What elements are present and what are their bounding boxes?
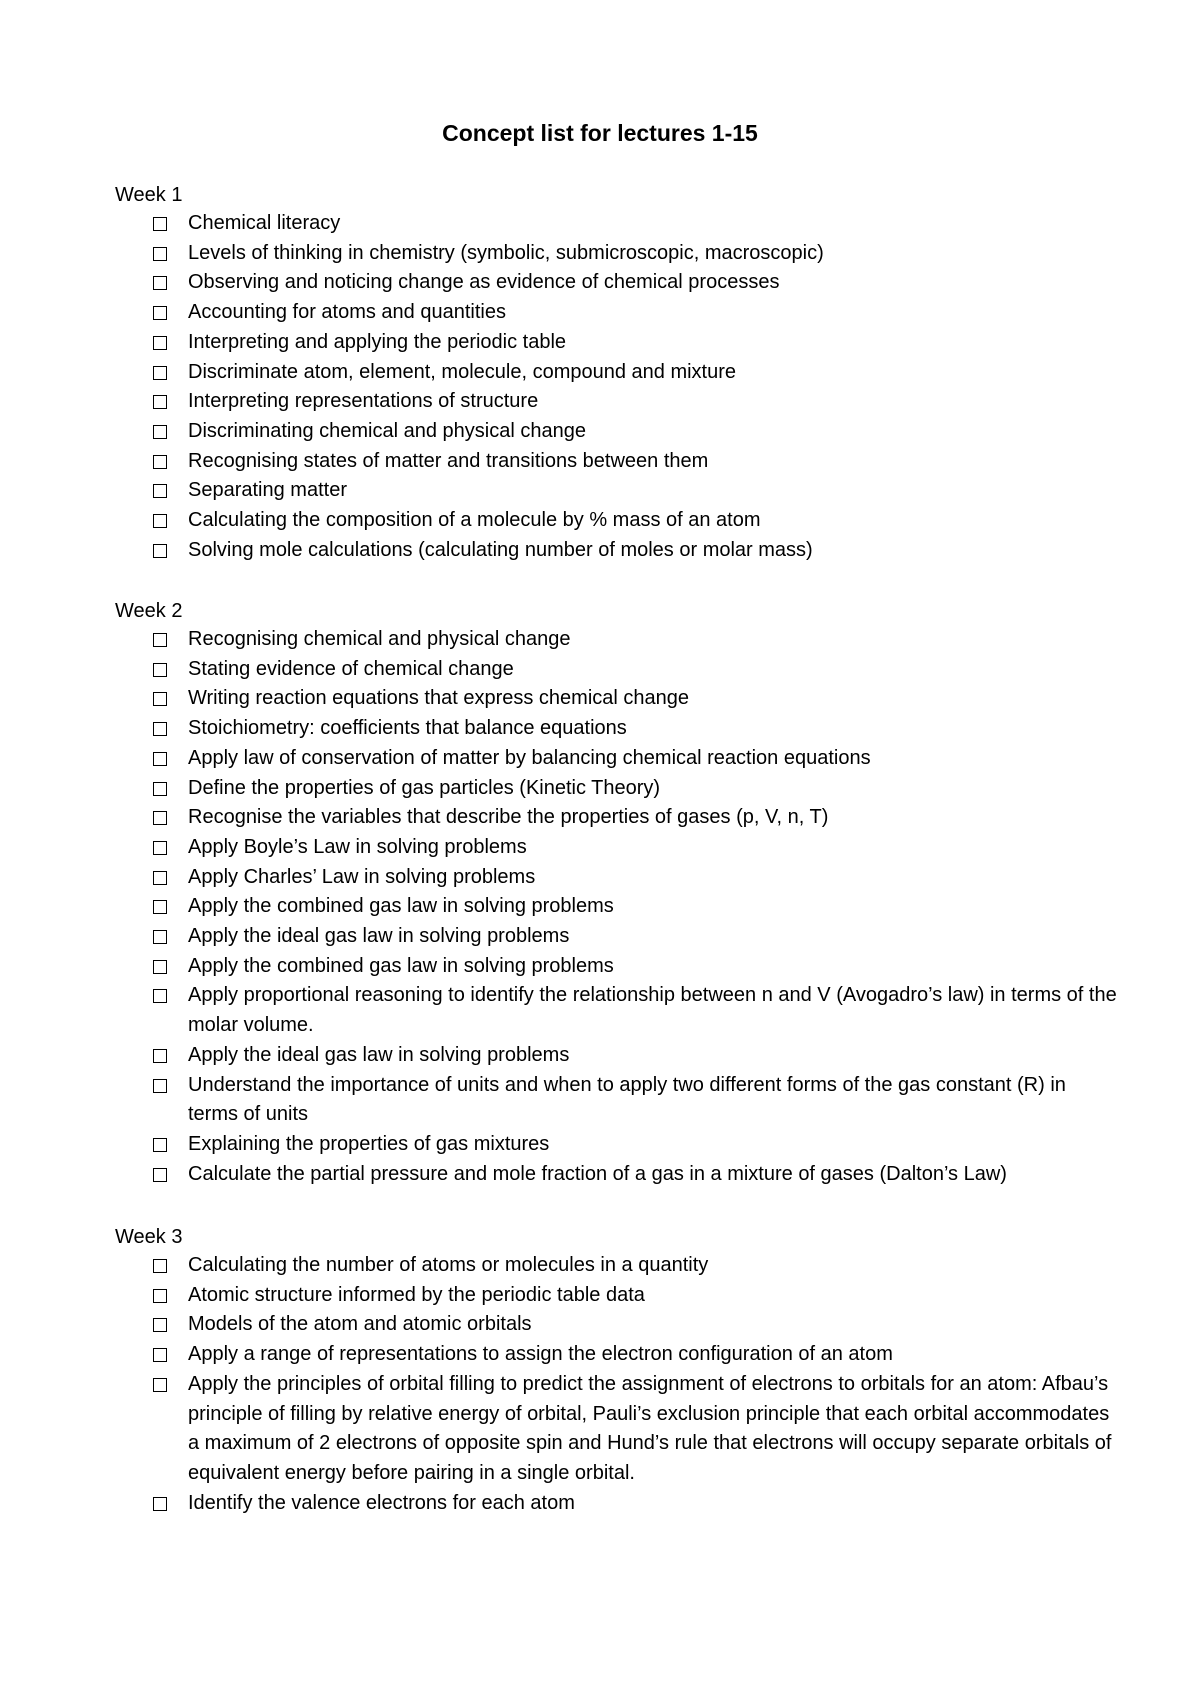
concept-item [115,1340,1115,1370]
concept-item [115,1281,1115,1311]
concept-item-text: Accounting for atoms and quantities [188,301,506,324]
concept-item [115,476,1115,506]
week-heading: Week 2 [115,600,183,622]
concept-list [115,625,1115,1189]
concept-item-text: Stoichiometry: coefficients that balance equations [188,717,627,740]
week-heading: Week 1 [115,184,183,206]
concept-item [115,1370,1115,1489]
concept-item-text: Stating evidence of chemical change [188,657,514,680]
week-heading: Week 3 [115,1226,183,1248]
checkbox-icon[interactable] [153,900,167,914]
concept-item [115,714,1115,744]
concept-item-text: Calculate the partial pressure and mole fraction of a gas in a mixture of gases (Dalton’s Law) [188,1162,1007,1185]
concept-item-text: Atomic structure informed by the periodic table data [188,1283,645,1306]
checkbox-icon[interactable] [153,514,167,528]
checkbox-icon[interactable] [153,1259,167,1273]
concept-item-text: Apply the combined gas law in solving problems [188,895,614,918]
concept-item-text: Apply law of conservation of matter by balancing chemical reaction equations [188,746,871,769]
concept-item-text: Separating matter [188,479,347,502]
concept-item [115,1251,1115,1281]
checkbox-icon[interactable] [153,1168,167,1182]
concept-item [115,447,1115,477]
concept-item [115,625,1115,655]
concept-item [115,1130,1115,1160]
concept-item-text: Understand the importance of units and when to apply two different forms of the gas constant (R) in terms of units [188,1073,1066,1126]
concept-item [115,684,1115,714]
page-title: Concept list for lectures 1-15 [442,120,758,146]
concept-item-text: Apply the ideal gas law in solving problems [188,925,570,948]
checkbox-icon[interactable] [153,1348,167,1362]
concept-item-text: Identify the valence electrons for each atom [188,1491,575,1514]
concept-item [115,981,1115,1040]
concept-item-text: Apply the ideal gas law in solving problems [188,1043,570,1066]
checkbox-icon[interactable] [153,989,167,1003]
checkbox-icon[interactable] [153,217,167,231]
checkbox-icon[interactable] [153,811,167,825]
concept-item [115,1041,1115,1071]
concept-item-text: Calculating the composition of a molecule by % mass of an atom [188,509,761,532]
checkbox-icon[interactable] [153,276,167,290]
checkbox-icon[interactable] [153,425,167,439]
checkbox-icon[interactable] [153,484,167,498]
checkbox-icon[interactable] [153,1079,167,1093]
concept-item [115,239,1115,269]
concept-item [115,803,1115,833]
checkbox-icon[interactable] [153,247,167,261]
concept-item [115,744,1115,774]
concept-item-text: Interpreting and applying the periodic table [188,330,567,353]
concept-item-text: Writing reaction equations that express chemical change [188,687,690,710]
checkbox-icon[interactable] [153,1049,167,1063]
checkbox-icon[interactable] [153,1497,167,1511]
concept-item-text: Recognising states of matter and transitions between them [188,449,709,472]
concept-item [115,506,1115,536]
concept-item [115,268,1115,298]
checkbox-icon[interactable] [153,752,167,766]
concept-item-text: Apply Charles’ Law in solving problems [188,865,536,888]
week-3-section [115,1223,1115,1518]
concept-item [115,1489,1115,1519]
checkbox-icon[interactable] [153,455,167,469]
concept-item [115,833,1115,863]
concept-item [115,863,1115,893]
checkbox-icon[interactable] [153,871,167,885]
concept-item [115,892,1115,922]
concept-item-text: Define the properties of gas particles (Kinetic Theory) [188,776,661,799]
concept-item-text: Interpreting representations of structure [188,390,539,413]
checkbox-icon[interactable] [153,544,167,558]
concept-item [115,922,1115,952]
concept-item [115,952,1115,982]
concept-item [115,1310,1115,1340]
checkbox-icon[interactable] [153,1318,167,1332]
concept-item-text: Apply a range of representations to assign the electron configuration of an atom [188,1343,893,1366]
concept-item [115,1071,1115,1130]
concept-item-text: Models of the atom and atomic orbitals [188,1313,532,1336]
concept-item [115,655,1115,685]
concept-item-text: Levels of thinking in chemistry (symbolic, submicroscopic, macroscopic) [188,241,824,264]
concept-item-text: Discriminate atom, element, molecule, compound and mixture [188,360,737,383]
checkbox-icon[interactable] [153,633,167,647]
checkbox-icon[interactable] [153,782,167,796]
checkbox-icon[interactable] [153,366,167,380]
checkbox-icon[interactable] [153,930,167,944]
concept-item-text: Chemical literacy [188,212,341,234]
concept-item-text: Recognise the variables that describe the properties of gases (p, V, n, T) [188,806,829,829]
checkbox-icon[interactable] [153,841,167,855]
concept-item [115,387,1115,417]
concept-item-text: Observing and noticing change as evidence of chemical processes [188,271,780,294]
week-2-section [115,597,1115,1189]
concept-item [115,328,1115,358]
concept-item-text: Discriminating chemical and physical change [188,419,586,442]
concept-item [115,209,1115,239]
checkbox-icon[interactable] [153,336,167,350]
checkbox-icon[interactable] [153,1138,167,1152]
checkbox-icon[interactable] [153,692,167,706]
checkbox-icon[interactable] [153,1378,167,1392]
concept-item [115,536,1115,566]
checkbox-icon[interactable] [153,306,167,320]
concept-list [115,1251,1115,1518]
concept-item-text: Apply the principles of orbital filling to predict the assignment of electrons to orbitals for an atom: Afbau’s principle of filling by relative energy of orbital, Pauli’s exclusion principle that each orbital accommodates a maximum of 2 electrons of opposite spin and Hund’s rule that electrons will occupy separate orbitals of equivalent energy before pairing in a single orbital. [188,1372,1112,1484]
concept-item [115,298,1115,328]
concept-item-text: Apply the combined gas law in solving problems [188,954,614,977]
checkbox-icon[interactable] [153,722,167,736]
concept-item-text: Apply Boyle’s Law in solving problems [188,835,527,858]
concept-list [115,209,1115,565]
checkbox-icon[interactable] [153,395,167,409]
concept-item [115,417,1115,447]
checkbox-icon[interactable] [153,1289,167,1303]
concept-item [115,1160,1115,1190]
concept-item-text: Calculating the number of atoms or molecules in a quantity [188,1254,709,1276]
checkbox-icon[interactable] [153,960,167,974]
concept-item [115,774,1115,804]
week-1-section [115,181,1115,565]
concept-item [115,358,1115,388]
checkbox-icon[interactable] [153,663,167,677]
concept-item-text: Apply proportional reasoning to identify the relationship between n and V (Avogadro’s law) in terms of the molar volume. [188,984,1117,1037]
concept-item-text: Explaining the properties of gas mixtures [188,1132,550,1155]
concept-item-text: Recognising chemical and physical change [188,628,571,650]
concept-item-text: Solving mole calculations (calculating number of moles or molar mass) [188,538,813,561]
